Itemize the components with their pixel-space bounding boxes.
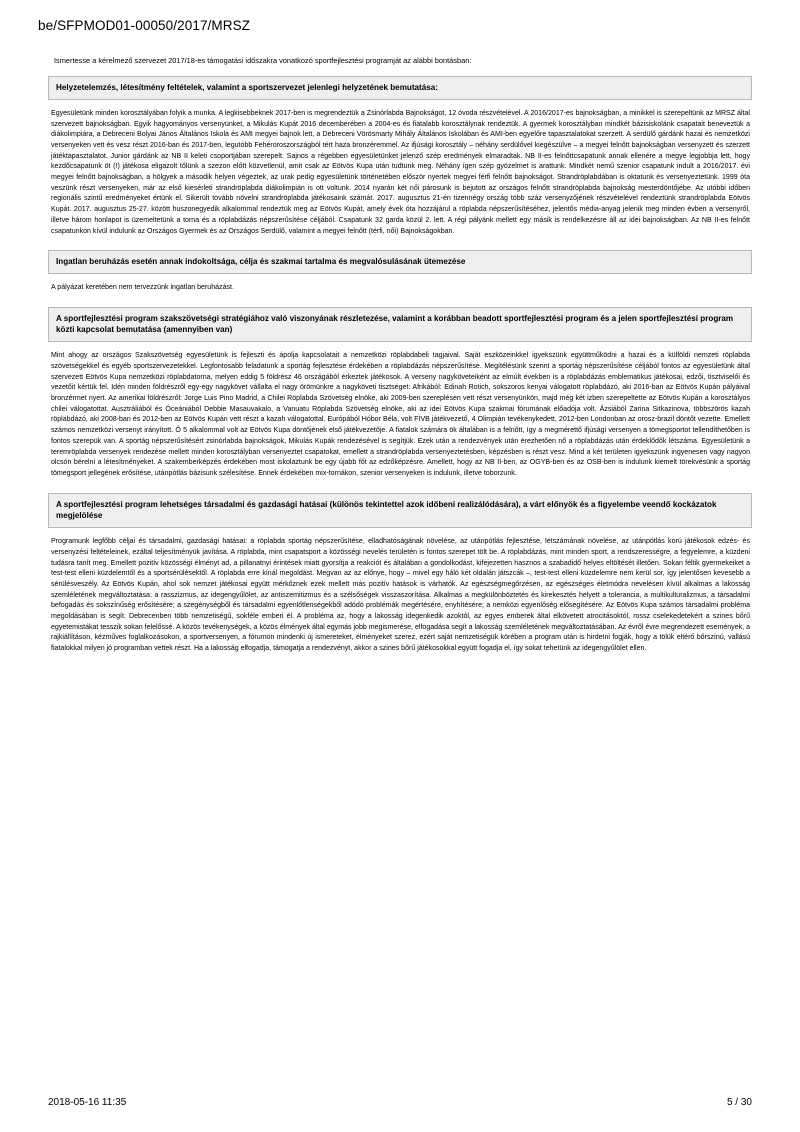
document-identifier: be/SFPMOD01-00050/2017/MRSZ — [38, 18, 251, 33]
section-body-4: Programunk legfőbb céljai és társadalmi, gazdasági hatásai: a röplabda sportág népszerűsítése, elladhatóságának növelése, az utánpótlás fejlesztése, létszámának növelése, az utánpótlás korú játékosok edzés- és versenyzési feltételeinek, ezáltal teljesítményük javítása. A röplabda, mint csapatsport a közösségi nevelés területén is fontos szerepet tölt be. A röplabdázás, mint minden sport, a rendszerességre, a fegyelemre, a küzdeni tudásra tanít meg. Emellett pozitív közösségi élményt ad, a pillanatnyi érintések miatt gyorsítja a reakciót és általában a gondolkodást, kifejezetten hasznos a szabadidő helyes eltöltését illetően. Sokan féltik gyermekeiket a test-test elleni küzdelemtől és a sportsérülésektől. A röplabda erre kínál megoldást. Megvan az az előnye, hogy – mivel egy háló két oldalán játszcák –, test-test elleni küzdelemre nem kerül sor, így jelentősen kevesebb a sérülésveszély. Az Eötvös Kupán, ahol sok nemzet játékosai együtt mérkőznek ezek mellett más pozitív hatások is várhatók. Az egészségmegőrzésen, az egészséges életmódra nevelésen kívül alkalmas a lakosság szemléletének megváltoztatása: a rasszizmus, az idegengyűlölet, az antiszemitizmus és a szélsőségek visszaszorítása. Alkalmas a megkülönböztetés és kirekesztés helyett a tolerancia, a multikulturalizmus, a társadalmi befogadás és sokszínűség erősítésére; a szegénységből és társadalmi egyenlőtlenségekből adódó problémák megértésére, enyhítésére; a nemközi egyenlőség elősegítésére. Az Eötvös Kupa számos társadalmi probléma megoldásában is segít. Debrecenben több nemzetiségű, sokféle emberi él. A probléma az, hogy a lakosság idegenkedik azoktól, az egyes emberek által elkövetett atrocitásoktól, rossz cselekedetekért a szines bőrű egyetemistákat tesszik sokan felelőssé. A közös tevékenységek, a közös élmények által egymás jobb megismerése, elfogadása segít a lakosság szemléletének megváltoztatásában. Az évről évre megrendezett események, a rajkiállításon, kézműves foglalkozásokon, a sportversenyen, a fórumon mindenki új ismereteket, élményeket szerez, ezért saját nemzetiségük körében a program után is hirdetni fogják, hogy a tölük eltérő bőrszínú, vallású fiatalokkal milyen jó programban vettek részt. Ha a lakosság elfogadja, támogatja a rendezvényt, akkor a szines bőrű játékosokkal együtt fogadja el, így sokat tehetünk az idegengyűlölet ellen. — [51, 538, 750, 653]
section-heading-1: Helyzetelemzés, létesítmény feltételek, valamint a sportszervezet jelenlegi helyzetének bemutatása: — [48, 76, 752, 100]
section-body-2: A pályázat keretében nem tervezzünk ingatlan beruházást. — [51, 284, 234, 292]
intro-paragraph: Ismertesse a kérelmező szervezet 2017/18-es támogatási időszakra vonatkozó sportfejlesztési programját az alábbi bontásban: — [54, 56, 472, 65]
section-heading-3: A sportfejlesztési program szakszövetségi stratégiához való viszonyának részletezése, valamint a korábban beadott sportfejlesztési program és a jelen sportfejlesztési program közti kapcsolat bemutatása (amennyiben van) — [48, 307, 752, 342]
section-body-3: Mint ahogy az országos Szakszövetség egyesületünk is fejleszti és ápolja kapcsolatait a nemzetközi röplabdabeli tagjaival. Saját eszközeinkkel igyekszünk együttműködni a hazai és a külföldi nemzeti röplabda szövetségekkel és egyéb sportszervezetekkel. Legfontosabb feladatunk a sportág fejlesztése érdekében a röplabdázás népszerűsítése. Megítélésünk szerint a sportág népszerűsítése céljából fontos az egyesületünk által szervezett Eötvös Kupa nemzetközi röplabdatorna, melyen eddig 5 földrész 46 országából érkeztek játékosok. A verseny nagyköveteiként az elmúlt években is a röplabdázás emblematikus játékosai, edzői, tisztviselői és vezetőit kértük fel. Idén minden földrészről egy-egy nagykövet vállalta el nagy örömünkre a nagyköveti tisztséget: Afrikából: Edinah Rotich, sokszoros kenyai válogatott röplabdázó, aki 2016-ban az Eötvös Kupán pályáival bronzérmet nyert. Az amerikai földrészről: Jorge Luis Pino Madrid, a Chilei Röplabda Szövetség elnöke, aki 2009-ben szereplésen vett részt versenyünkön, majd még két izben szerepeltette az Eötvös Kupán a korosztályos chilei válogatottat. Ausztráliából és Óceániából Debbie Masauvakalo, a Vanuatu Röplabda Szövetség elnöke, aki az idei Eötvös Kupa szakmai fórumának előadója volt. Ázsiából Zarina Sitkazinova, többszörös kazah röplabdázó, aki 2008-ban és 2012-ben az Eötvös Kupán vett részt a kazah válogatottal. Európából Hóbor Béla, volt FIVB játékvezető, 4 Olimpián tevékenykedett, 2012-ben Londonban az orosz-brazil döntőt vezette. Emellett számos nemzetközi versenyt irányított. Ő 5 alkalommal volt az Eötvös Kupa döntőjének első játékvezetője. A fiatalok számára ök általában is a felnőtt, így a megmérettő ifjúsági versenyen a tömegsportot tellendíthetőben is fontos szerepük van. A sportág népszerűsítésért zsinórlabda bajnokságok, Mikulás Kupák rendezésével is segítjük. Ezek után a rendezvények után érezhetően nő a röplabdázás után érdeklődők létszáma. Egyesületünk a teremröplabda versenyek rendezése mellett minden korosztályban versenyeztet csapatokat, emellett a strandröplabda versenyeztetésben, képzésben is részt vesz. Mind a két területen igyekszünk ingyenesen vagy nagyon olcsón bérelni a létesítményeket. A szakemberképzés érdekében most iskolaztunk be egy újabb főt az edzőképzésre. Amellett, hogy az NB II-ben, az OGYB-ben és az OSB-ben is indulunk kiemelt törekvésünk a sportág tömegsport jellegének erősítése, utánpótlás bázisunk szélesítése. Ennek érdekében mix-tornákon, szenior versenyeken is indulunk, illetve toborzunk. — [51, 352, 750, 477]
footer-timestamp: 2018-05-16 11:35 — [48, 1097, 127, 1108]
section-body-1: Egyesületünk minden korosztályában folyik a munka. A legkisebbeknek 2017-ben is megrendeztük a Zsinórlabda Bajnokságot, 12 óvoda részvételével. A 2016/2017-es bajnokságban, a minikkel is szerepeltünk az MRSZ által szervezett bajnokságban. Egyik hagyományos versenyünket, a Mikulás Kupát 2016 decemberében a 2004-es és fiatalabb korosztálynak rendeztük. A gyermek korosztályban mindkét bázisiskolánk csapatait beneveztük a diákolimpiára, a Debreceni Bolyai János Általános Iskola és AMI megyei bajnok lett, a Debreceni Vörösmarty Mihály Általános Iskolában és AMI-ben egyelőre tapasztalatokat szerzett. A serdülő gárdánk hazai és nemzetközi versenyeken vett és vesz részt 2016-ban és 2017-ben, legutóbb Fehéroroszországból tért haza bronzéremmel. Az ifjúsági korosztály – néhány serdülővel kiegészülve – a megyei felnőtt bajnokságban versenyzett és szerzett játéktapasztalatot. Junior gárdánk az NB II keleti csoportjában szerepelt. Sajnos a régebben egyesületünket jelenző szép eredmények elmaradtak. NB II-es felnőttcsapatunk annak ellenére a megye legjobbja lett, hogy kezdőcsapatunk öt (!) játékosa eligazolt tőlünk a szezon előtt közvetlenül, amit csak az Eötvös Kupa után tudtunk meg. Néhány igen szép gyözelmet is arattunk. Mindkét nemű szenior csapatunk indult a 2016/2017. évi megyei felnőtt bajnokságban, a hölgyek a második helyen végeztek, az urak pedig egyesületünk történetében először nyertek megyei férfi felnőtt bajnokságot. Strandröplabdában is oktatunk és versenyeztetünk. 1999 óta veszünk részt versenyeken, már az első kiesérleti strandröplabda diákolimpián is ott voltunk. 2014 nyarán két női párosunk is bejutott az országos felnőtt strandröplabda bajnokság mesterdöntőjébe. Az utóbbi időben regionális szintű eredményeket értünk el. Sikerült tovább növelni strandröplabda játékosaink számát. 2017. augusztus 21-én tizennégy ország több száz versenyzőjének részvételével rendeztünk strandröplabda Eötvös Kupát. 2017. augusztus 25-27. között huszonegyedik alkalommal rendeztük meg az Eötvös Kupát, amely évek óta hozzájárul a röplabda népszerűsítéséhez, jelentős média-anyag jelenik meg minden évben a versenyről, illetve három honlapot is üzemeltetünk a torna és a röplabdázás népszerűsítése céljából. Csapatunk 32 garda közül 2. lett. A régi pályánk mellett egy másik is rendelkezésre áll az idei bajnokságban. Az NB II-es felnőtt csapatunkon kívül indulunk az Országos Gyermek és az Országos Serdülő, valamint a megyei felnőtt (térfi, női) Bajnokságokban. — [51, 109, 750, 235]
footer-page-number: 5 / 30 — [726, 1097, 752, 1108]
document-content — [48, 55, 752, 668]
section-heading-2: Ingatlan beruházás esetén annak indokoltsága, célja és szakmai tartalma és megvalósulásának ütemezése — [48, 250, 752, 274]
page-footer — [48, 1097, 752, 1108]
section-heading-4: A sportfejlesztési program lehetséges társadalmi és gazdasági hatásai (különös tekintettel azok időbeni realizálódására), a várt előnyök és a figyelembe veendő kockázatok megjelölése — [48, 493, 752, 528]
